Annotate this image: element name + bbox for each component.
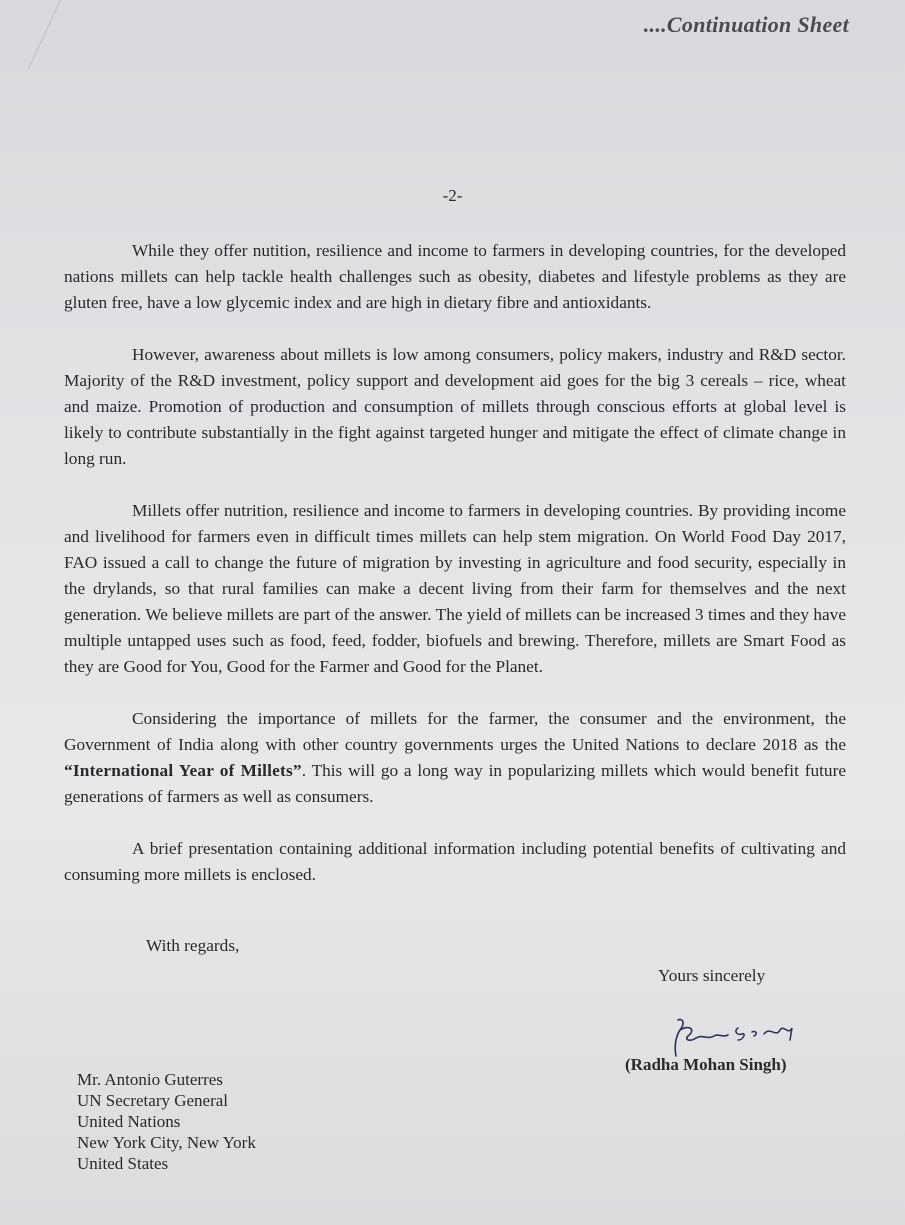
paragraph-migration: Millets offer nutrition, resilience and income to farmers in developing countries. By providing income and livelihood for farmers even in difficult times millets can help stem migration. On World Food Day 2017, FAO issued a call to change the future of migration by investing in agriculture and food security, especially in the drylands, so that rural families can make a decent living from their farm for themselves and the next generation. We believe millets are part of the answer. The yield of millets can be increased 3 times and they have multiple untapped uses such as food, feed, fodder, biofuels and brewing. Therefore, millets are Smart Food as they are Good for You, Good for the Farmer and Good for the Planet. — [64, 501, 846, 676]
addressee-country: United States — [77, 1154, 169, 1173]
yours-sincerely: Yours sincerely — [658, 966, 766, 985]
paragraph-nutrition: While they offer nutition, resilience and income to farmers in developing countries, for the developed nations millets can help tackle health challenges such as obesity, diabetes and lifestyle problems as they are gluten free, have a low glycemic index and are high in dietary fibre and antioxidants. — [64, 241, 846, 312]
addressee-block — [77, 1069, 256, 1174]
paper-fold-line — [0, 0, 61, 70]
addressee-organization: United Nations — [77, 1112, 181, 1131]
signer-name: (Radha Mohan Singh) — [625, 1055, 787, 1074]
paragraph-international-year-text-after: . This will go a long way in popularizing millets which would benefit future generations of farmers as well as consumers. — [64, 761, 846, 806]
continuation-sheet-label: ....Continuation Sheet — [643, 12, 849, 37]
page-number: -2- — [442, 186, 463, 205]
paragraph-international-year-text-before: Considering the importance of millets for the farmer, the consumer and the environment, the Government of India along with other country governments urges the United Nations to declare 2018 as the — [64, 709, 846, 754]
international-year-of-millets-title: “International Year of Millets” — [64, 761, 302, 780]
addressee-title: UN Secretary General — [77, 1091, 229, 1110]
addressee-city: New York City, New York — [77, 1133, 256, 1152]
letter-body — [64, 238, 846, 914]
addressee-name: Mr. Antonio Guterres — [77, 1070, 223, 1089]
paragraph-presentation-enclosed: A brief presentation containing additional information including potential benefits of cultivating and consuming more millets is enclosed. — [64, 839, 846, 884]
with-regards: With regards, — [146, 936, 240, 955]
paragraph-international-year — [64, 706, 846, 810]
paragraph-awareness: However, awareness about millets is low among consumers, policy makers, industry and R&D sector. Majority of the R&D investment, policy support and development aid goes for the big 3 cereals – rice, wheat and maize. Promotion of production and consumption of millets through conscious efforts at global level is likely to contribute substantially in the fight against targeted hunger and mitigate the effect of climate change in long run. — [64, 345, 846, 468]
